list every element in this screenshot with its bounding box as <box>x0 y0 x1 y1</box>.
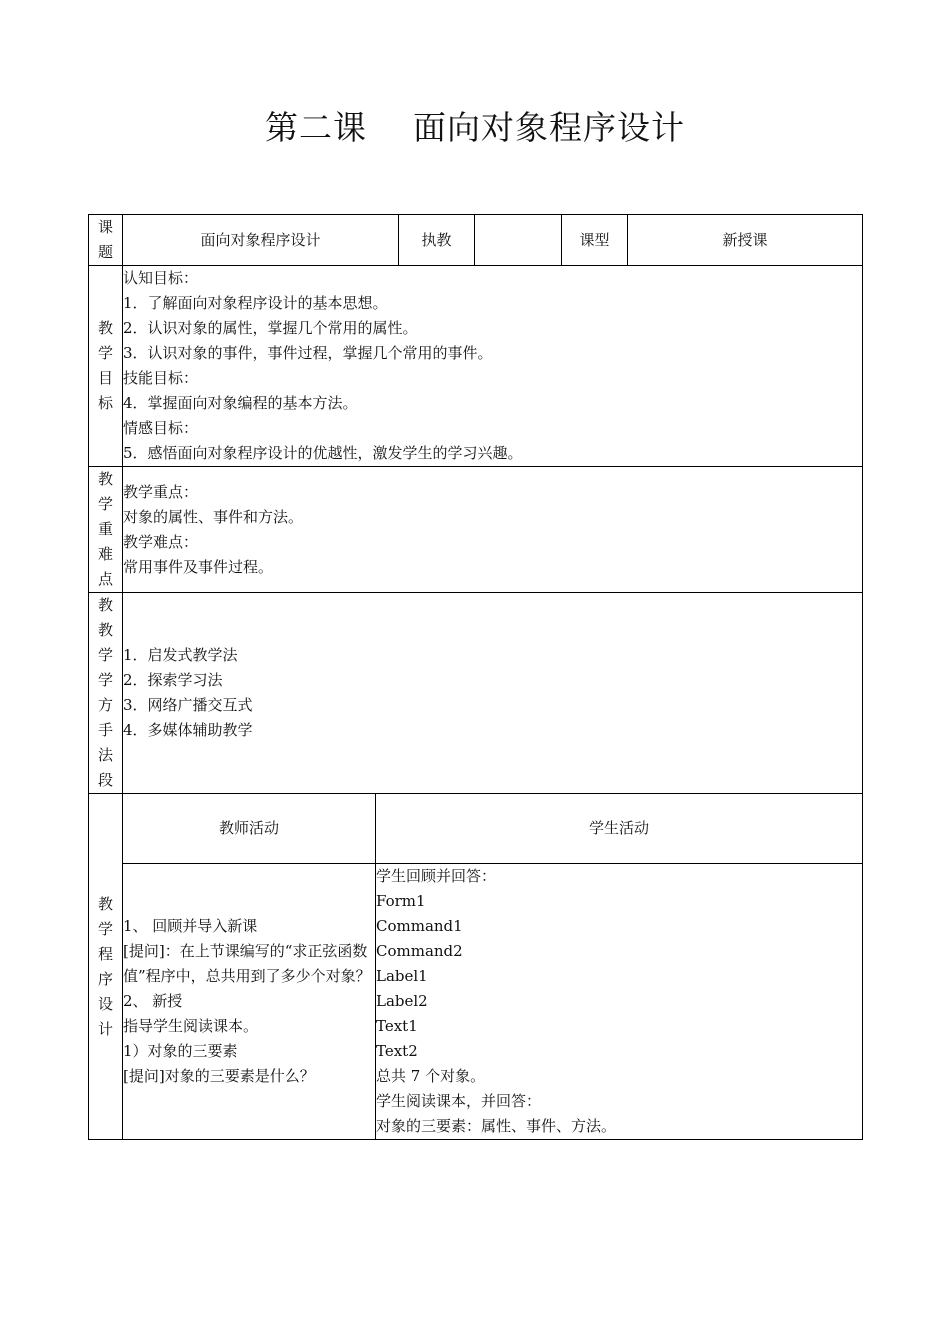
goal-line: 认知目标： <box>123 269 199 287</box>
student-activity-content <box>376 864 863 1140</box>
goal-line: 4．掌握面向对象编程的基本方法。 <box>123 394 358 412</box>
type-label: 课型 <box>562 215 628 266</box>
page-title: 第二课 面向对象程序设计 <box>265 108 685 147</box>
teacher-line: 1、 回顾并导入新课 <box>123 917 258 935</box>
lesson-plan-table <box>88 214 863 1140</box>
goal-line: 5．感悟面向对象程序设计的优越性，激发学生的学习兴趣。 <box>123 444 523 462</box>
student-line: 学生阅读课本，并回答： <box>376 1092 542 1110</box>
key-point-line: 教学重点： <box>123 482 199 501</box>
goals-content <box>123 266 863 467</box>
key-points-row <box>89 467 863 593</box>
teacher-line: [提问]：在上节课编写的“求正弦函数值”程序中，总共用到了多少个对象？ <box>123 942 371 985</box>
key-points-content <box>123 467 863 593</box>
student-line: Text2 <box>376 1042 418 1060</box>
teacher-line: [提问]对象的三要素是什么？ <box>123 1067 315 1085</box>
activity-row <box>89 864 863 1140</box>
method-line: 2．探索学习法 <box>123 671 223 689</box>
key-point-line: 教学难点： <box>123 532 199 551</box>
key-points-label: 教 学 重 难 点 <box>89 467 123 593</box>
teacher-activity-header: 教师活动 <box>123 794 376 864</box>
key-point-line: 常用事件及事件过程。 <box>123 557 274 576</box>
teacher-line: 2、 新授 <box>123 992 183 1010</box>
goal-line: 情感目标： <box>123 419 199 437</box>
teacher-label: 执教 <box>399 215 475 266</box>
goal-line: 技能目标： <box>123 369 199 387</box>
teacher-line: 1）对象的三要素 <box>123 1042 238 1060</box>
student-line: Label2 <box>376 992 428 1010</box>
student-line: 总共 7 个对象。 <box>376 1067 486 1085</box>
student-line: Text1 <box>376 1017 418 1035</box>
goal-line: 3．认识对象的事件，事件过程，掌握几个常用的事件。 <box>123 344 493 362</box>
student-line: Form1 <box>376 892 426 910</box>
type-value: 新授课 <box>628 215 863 266</box>
method-line: 4．多媒体辅助教学 <box>123 721 253 739</box>
goals-row <box>89 266 863 467</box>
student-line: Label1 <box>376 967 428 985</box>
goal-line: 1．了解面向对象程序设计的基本思想。 <box>123 294 388 312</box>
student-activity-header: 学生活动 <box>376 794 863 864</box>
methods-label: 教 教 学 学 方 手 法 段 <box>89 593 123 794</box>
student-line: Command1 <box>376 917 463 935</box>
key-point-line: 对象的属性、事件和方法。 <box>123 507 304 526</box>
student-line: Command2 <box>376 942 463 960</box>
activity-header-row <box>89 794 863 864</box>
methods-content <box>123 593 863 794</box>
teacher-line: 指导学生阅读课本。 <box>123 1017 259 1035</box>
goals-label: 教 学 目 标 <box>89 266 123 467</box>
method-line: 1．启发式教学法 <box>123 646 238 664</box>
teacher-activity-content <box>123 864 376 1140</box>
teacher-value <box>475 215 562 266</box>
topic-label: 课 题 <box>89 215 123 266</box>
method-line: 3．网络广播交互式 <box>123 696 253 714</box>
student-line: 对象的三要素：属性、事件、方法。 <box>376 1117 617 1135</box>
design-label: 教 学 程 序 设 计 <box>89 794 123 1140</box>
topic-value: 面向对象程序设计 <box>123 215 399 266</box>
student-line: 学生回顾并回答： <box>376 867 497 885</box>
methods-row <box>89 593 863 794</box>
goal-line: 2．认识对象的属性，掌握几个常用的属性。 <box>123 319 418 337</box>
header-row <box>89 215 863 266</box>
